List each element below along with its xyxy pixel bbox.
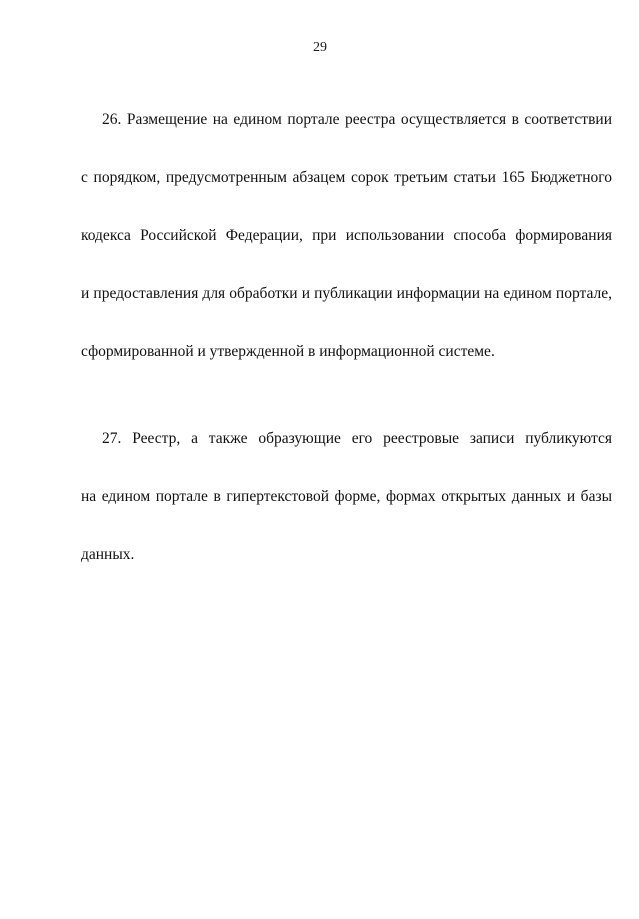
paragraph-line: на едином портале в гипертекстовой форме, формах открытых данных и базы (81, 488, 612, 505)
paragraph-line: кодекса Российской Федерации, при использовании способа формирования (81, 227, 612, 244)
paragraph-line: 27. Реестр, а также образующие его реестровые записи публикуются (102, 430, 612, 447)
paragraph-26 (81, 76, 612, 395)
document-body (81, 76, 612, 598)
paragraph-line: сформированной и утвержденной в информационной системе. (81, 343, 495, 360)
paragraph-line: и предоставления для обработки и публикации информации на едином портале, (81, 285, 612, 302)
paragraph-line: с порядком, предусмотренным абзацем сорок третьим статьи 165 Бюджетного (81, 169, 612, 186)
paragraph-line: 26. Размещение на едином портале реестра осуществляется в соответствии (102, 111, 612, 128)
paragraph-27 (81, 395, 612, 598)
paragraph-line: данных. (81, 546, 135, 563)
page-number: 29 (313, 40, 327, 55)
